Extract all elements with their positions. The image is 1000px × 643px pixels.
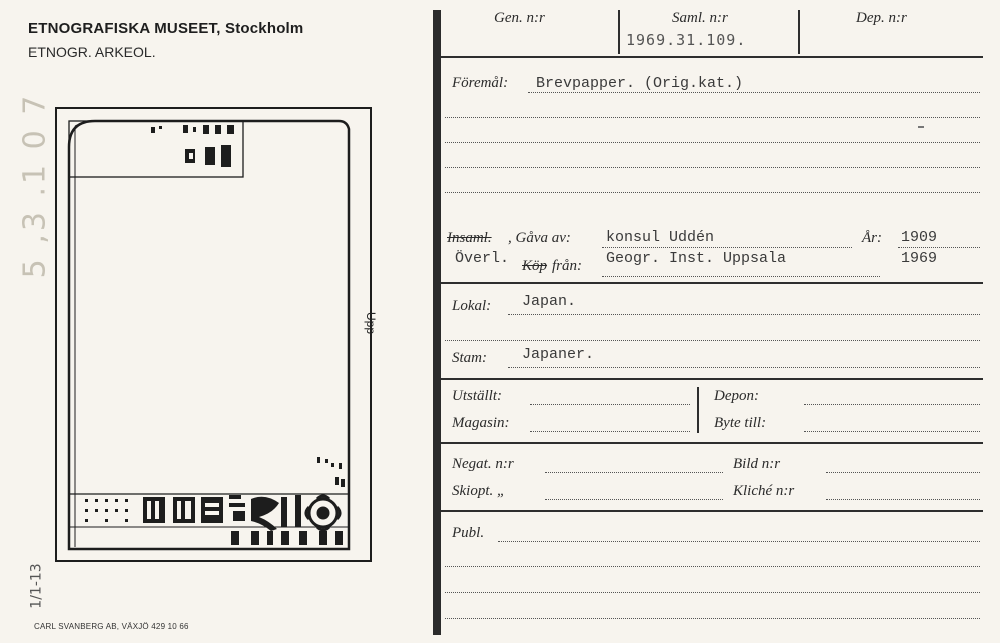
foremal-line	[445, 167, 980, 168]
stam-label: Stam:	[452, 350, 487, 366]
lokal-line	[508, 314, 980, 315]
stray-mark	[918, 126, 924, 128]
section-rule	[441, 378, 983, 380]
byte-label: Byte till:	[714, 415, 767, 431]
storage-separator	[697, 387, 699, 433]
publ-line[interactable]	[445, 566, 980, 567]
publ-line[interactable]	[445, 592, 980, 593]
lokal-value[interactable]: Japan.	[522, 293, 577, 310]
negat-label: Negat. n:r	[452, 456, 514, 472]
kliche-label: Kliché n:r	[733, 483, 795, 499]
gava-line	[602, 247, 852, 248]
saml-nr-value[interactable]: 1969.31.109.	[626, 31, 747, 49]
lokal-line	[445, 340, 980, 341]
section-rule	[441, 510, 983, 512]
gen-nr-label: Gen. n:r	[494, 10, 545, 26]
bild-label: Bild n:r	[733, 456, 781, 472]
ar-value-2[interactable]: 1969	[901, 250, 938, 267]
skiopt-label: Skiopt. „	[452, 483, 506, 499]
fran-line	[602, 276, 880, 277]
ar-line	[898, 247, 980, 248]
overl-value[interactable]: Överl.	[455, 250, 510, 267]
lokal-label: Lokal:	[452, 298, 492, 314]
header-separator	[798, 10, 800, 54]
fran-label: från:	[552, 258, 582, 274]
utstallt-label: Utställt:	[452, 388, 503, 404]
card-divider	[433, 10, 441, 635]
utstallt-line[interactable]	[530, 404, 690, 405]
museum-subtitle: ETNOGR. ARKEOL.	[28, 44, 156, 60]
section-rule	[441, 56, 983, 58]
kop-label: Köp	[522, 258, 548, 274]
museum-title: ETNOGRAFISKA MUSEET, Stockholm	[28, 20, 304, 37]
byte-line[interactable]	[804, 431, 980, 432]
magasin-line[interactable]	[530, 431, 690, 432]
handwritten-side-number: 5 ,3 .1 0 7	[17, 92, 53, 279]
header-separator	[618, 10, 620, 54]
publ-line[interactable]	[445, 618, 980, 619]
gava-label: , Gåva av:	[508, 230, 571, 246]
section-rule	[441, 282, 983, 284]
foremal-line	[528, 92, 980, 93]
object-sketch	[55, 107, 372, 562]
handwritten-corner-mark: 1/1-13	[28, 563, 45, 609]
foremal-value[interactable]: Brevpapper. (Orig.kat.)	[536, 75, 744, 92]
dep-nr-label: Dep. n:r	[856, 10, 907, 26]
magasin-label: Magasin:	[452, 415, 510, 431]
ar-label: År:	[862, 230, 882, 246]
saml-nr-label: Saml. n:r	[672, 10, 728, 26]
fran-value[interactable]: Geogr. Inst. Uppsala	[606, 250, 787, 267]
foremal-line	[445, 192, 980, 193]
foremal-label: Föremål:	[452, 75, 509, 91]
insaml-label: Insaml.	[447, 230, 492, 246]
section-rule	[441, 442, 983, 444]
depon-label: Depon:	[714, 388, 759, 404]
kliche-line[interactable]	[826, 499, 980, 500]
ar-value[interactable]: 1909	[901, 229, 938, 246]
stam-line	[508, 367, 980, 368]
upp-label: Upp	[364, 312, 378, 335]
gava-value[interactable]: konsul Uddén	[606, 229, 715, 246]
depon-line[interactable]	[804, 404, 980, 405]
foremal-line	[445, 117, 980, 118]
stam-value[interactable]: Japaner.	[522, 346, 595, 363]
foremal-line	[445, 142, 980, 143]
printer-imprint: CARL SVANBERG AB, VÄXJÖ 429 10 66	[34, 622, 189, 631]
publ-line[interactable]	[498, 541, 980, 542]
negat-line[interactable]	[545, 472, 723, 473]
skiopt-line[interactable]	[545, 499, 723, 500]
bild-line[interactable]	[826, 472, 980, 473]
publ-label: Publ.	[452, 525, 485, 541]
